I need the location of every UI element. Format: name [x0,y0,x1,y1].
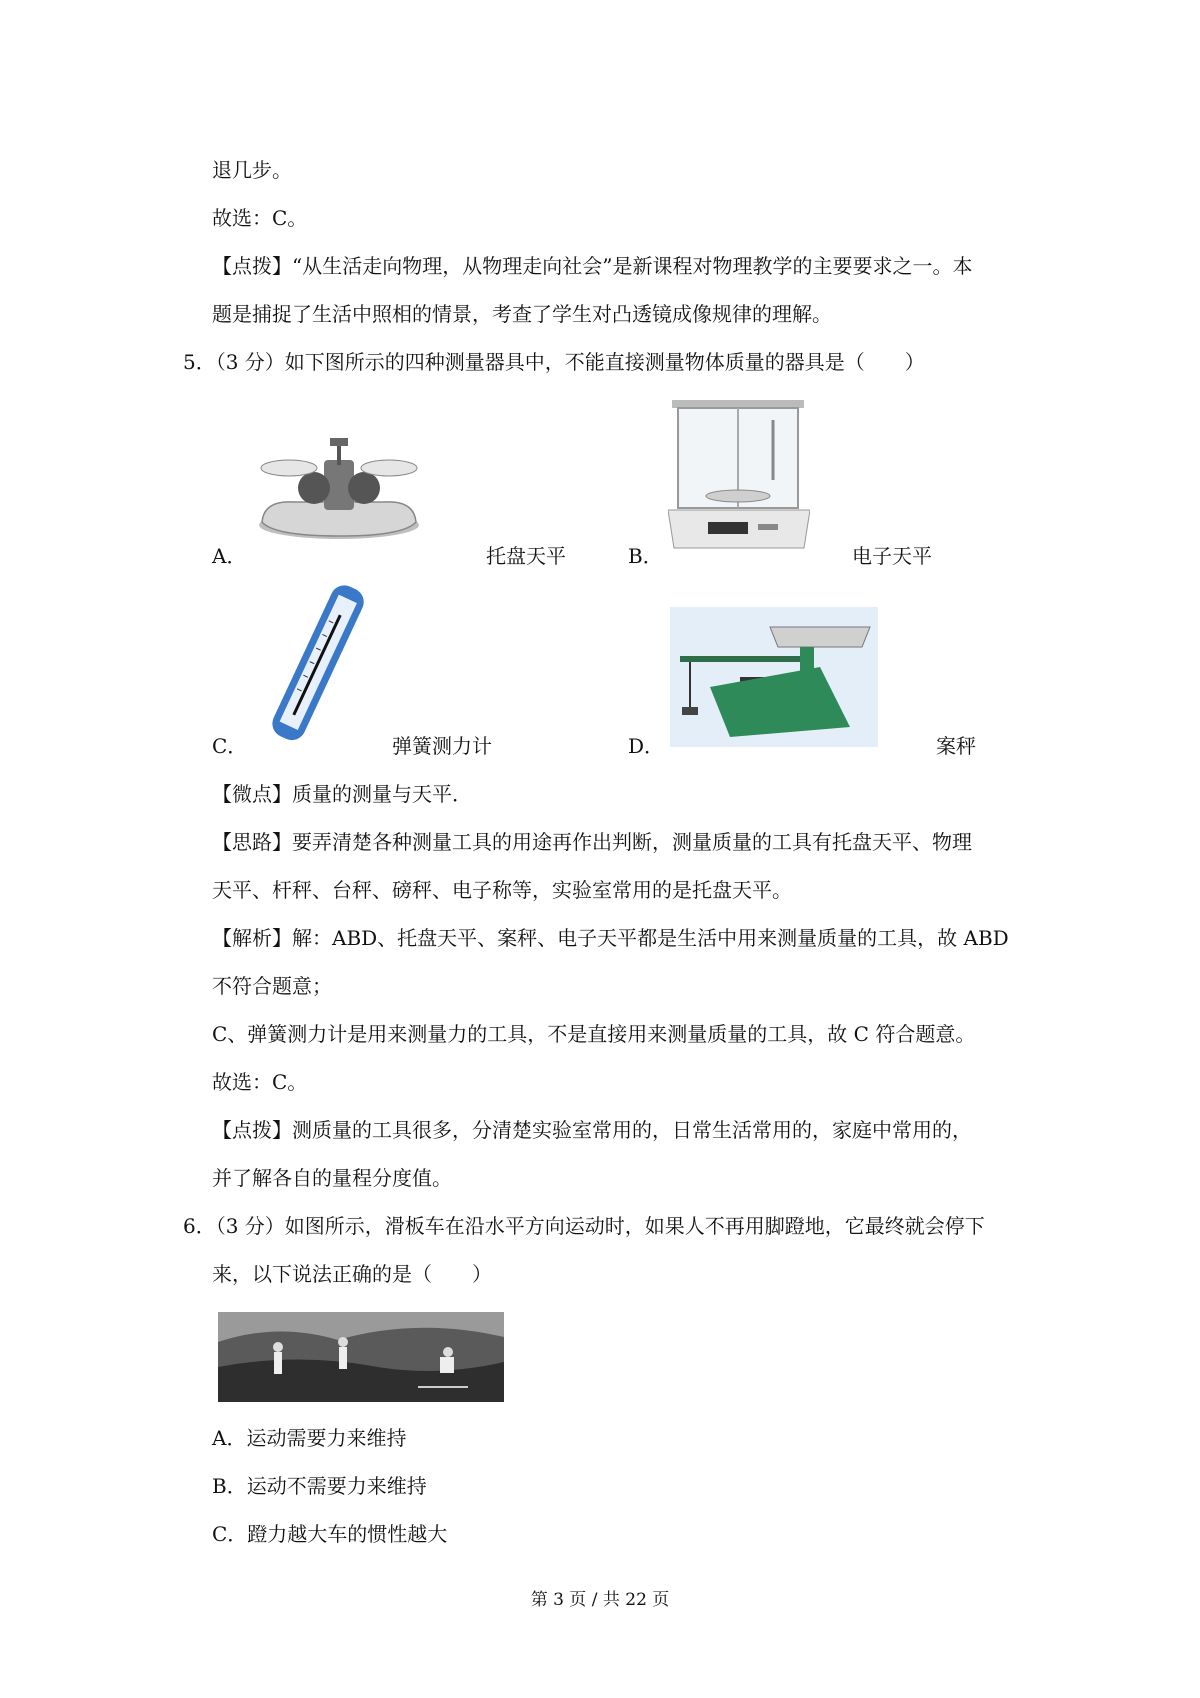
tip-tag: 【点拨】 [212,254,292,278]
electronic-balance-image [668,400,810,550]
option-d-caption: 案秤 [936,734,976,758]
answer-line: 故选：C。 [212,1070,308,1094]
option-c-letter: C． [212,734,248,758]
option-b-caption: 电子天平 [852,544,932,568]
option-d-letter: D． [628,734,665,758]
question-6-stem-2: 来，以下说法正确的是（ ） [212,1262,492,1286]
page-footer: 第 3 页 / 共 22 页 [530,1590,670,1610]
platform-scale-image [670,607,878,747]
option-c: C．蹬力越大车的惯性越大 [212,1522,448,1546]
scooter-photo [218,1312,504,1402]
question-5-stem: 5．（3 分）如下图所示的四种测量器具中，不能直接测量物体质量的器具是（ ） [183,350,925,374]
question-6-stem-1: 6．（3 分）如图所示，滑板车在沿水平方向运动时，如果人不再用脚蹬地，它最终就会停下 [183,1214,985,1238]
option-a: A．运动需要力来维持 [212,1426,407,1450]
tip-line-2: 题是捕捉了生活中照相的情景，考查了学生对凸透镜成像规律的理解。 [212,302,832,326]
option-a-caption: 托盘天平 [486,544,566,568]
tip-line-2: 并了解各自的量程分度值。 [212,1166,452,1190]
analysis-line-3: C、弹簧测力计是用来测量力的工具，不是直接用来测量质量的工具，故 C 符合题意。 [212,1022,976,1046]
analysis-line-2: 不符合题意； [212,974,332,998]
tip-text: “从生活走向物理，从物理走向社会”是新课程对物理教学的主要要求之一。本 [292,254,973,278]
analysis-line-1: 【解析】解：ABD、托盘天平、案秤、电子天平都是生活中用来测量质量的工具，故 ABD [212,926,1009,950]
point-line: 【微点】质量的测量与天平． [212,782,472,806]
tip-line-1: 【点拨】测质量的工具很多，分清楚实验室常用的，日常生活常用的，家庭中常用的， [212,1118,972,1142]
text-line: 退几步。 [212,158,292,182]
option-c-caption: 弹簧测力计 [392,734,492,758]
option-b: B．运动不需要力来维持 [212,1474,427,1498]
idea-line-1: 【思路】要弄清楚各种测量工具的用途再作出判断，测量质量的工具有托盘天平、物理 [212,830,972,854]
tip-line [212,254,972,278]
answer-line: 故选：C。 [212,206,308,230]
idea-line-2: 天平、杆秤、台秤、磅秤、电子称等，实验室常用的是托盘天平。 [212,878,792,902]
option-b-letter: B． [628,544,663,568]
option-a-letter: A． [212,544,247,568]
tray-balance-image [254,430,424,550]
spring-scale-image [252,580,382,750]
